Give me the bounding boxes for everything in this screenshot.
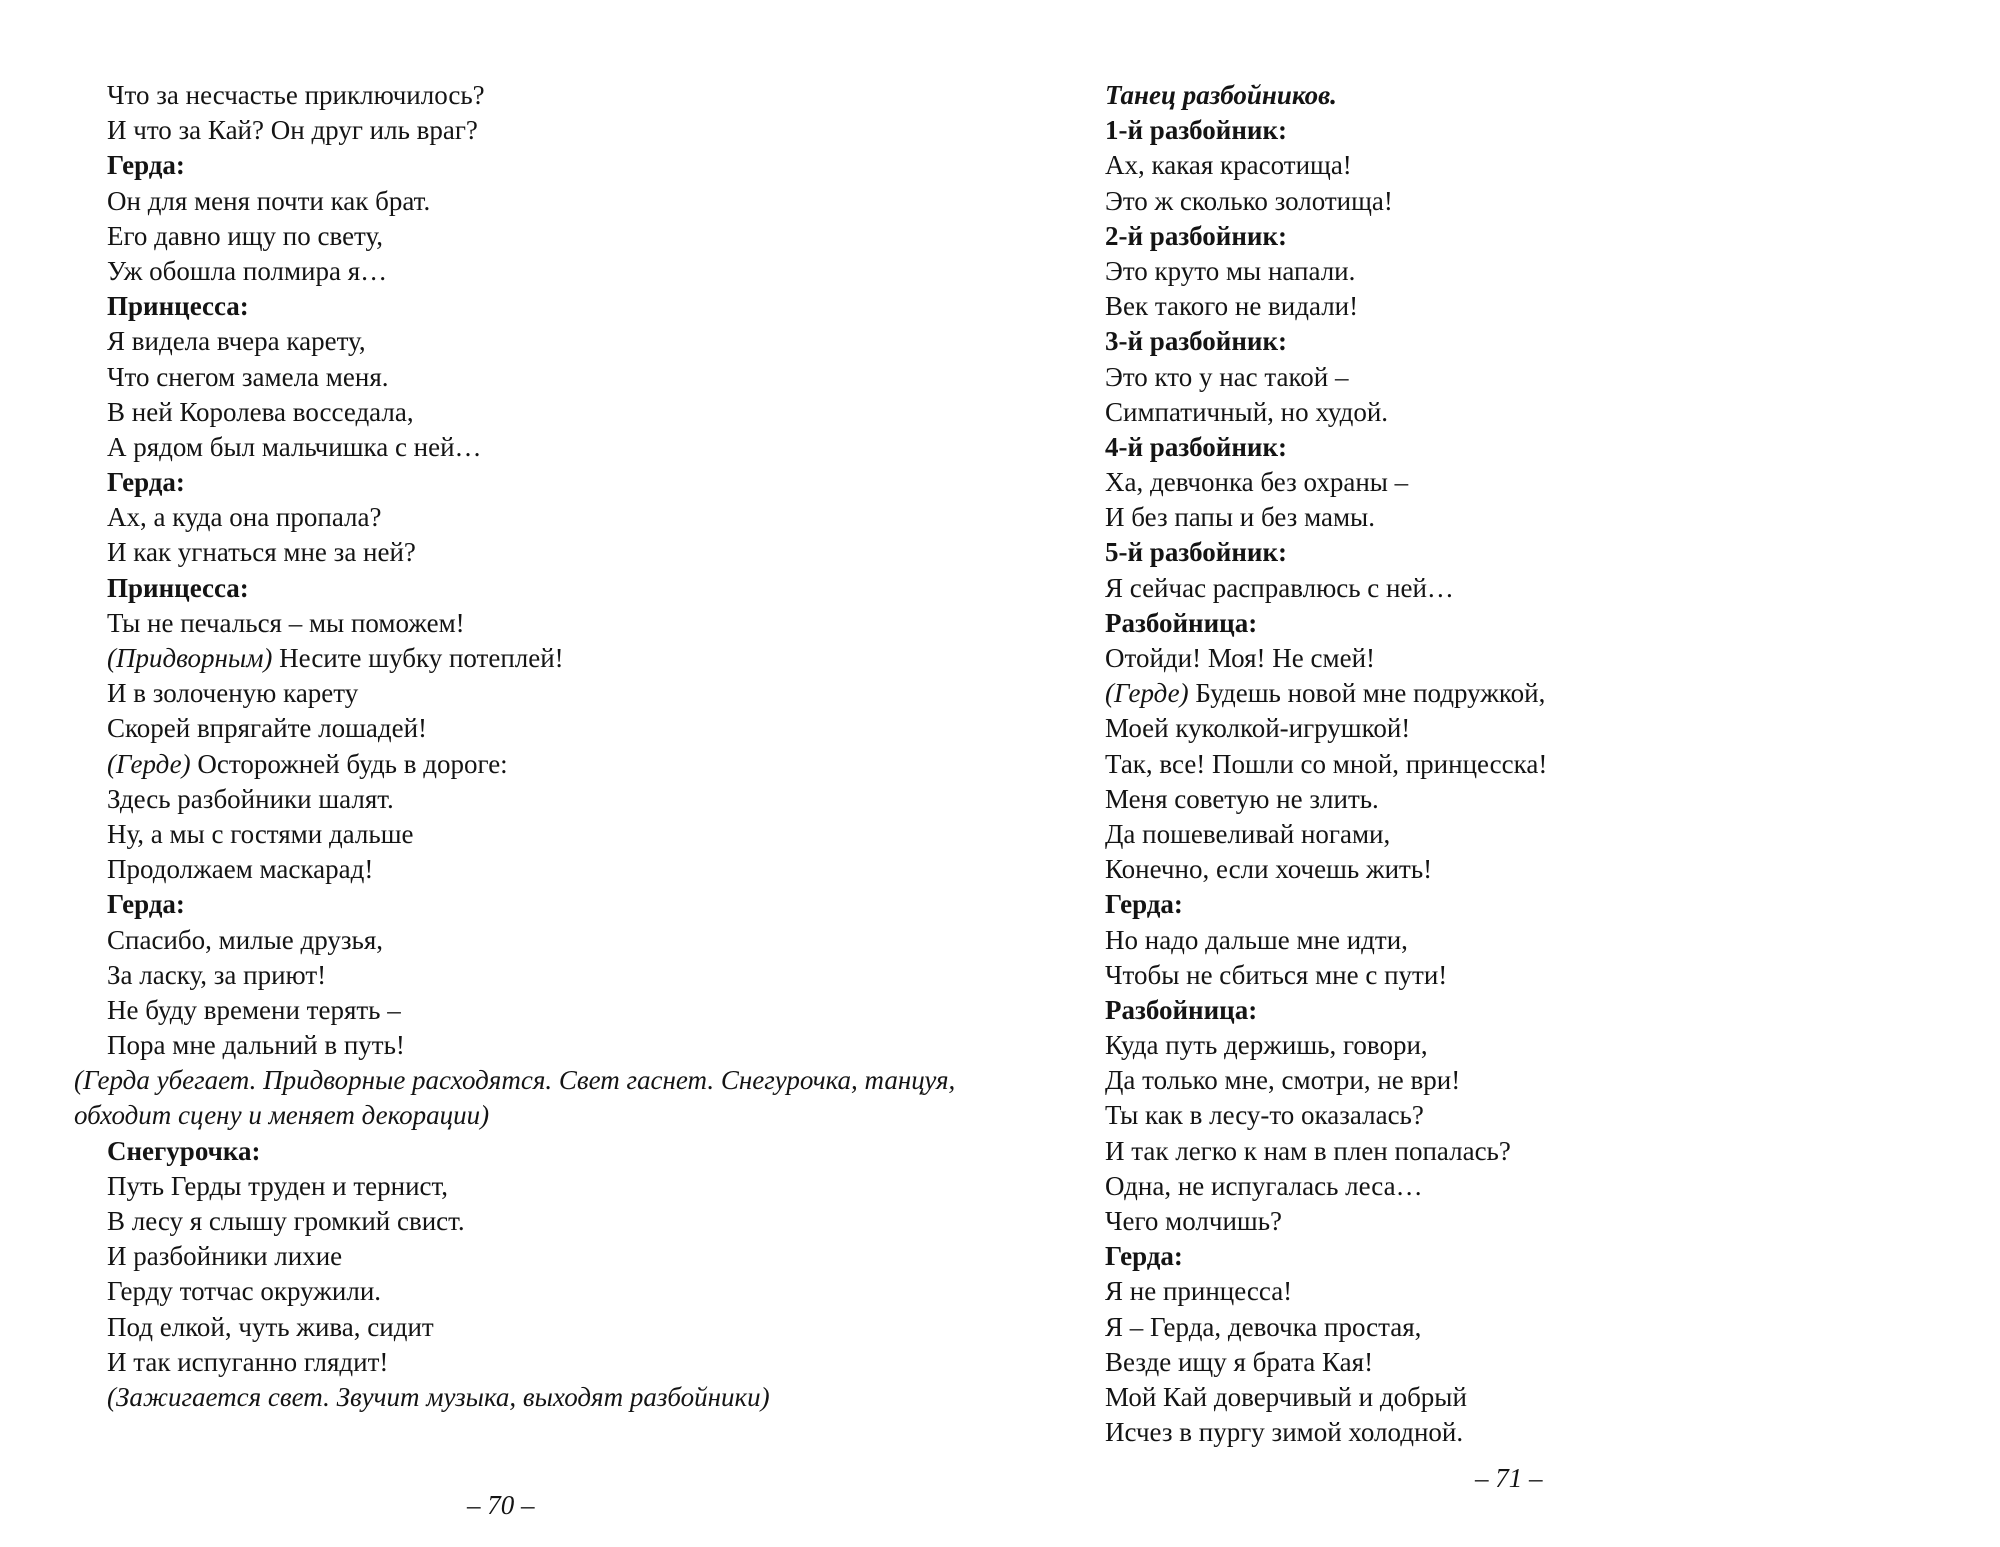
verse-line: Ты как в лесу-то оказалась? <box>1105 1100 1424 1131</box>
verse-line: Я не принцесса! <box>1105 1276 1293 1307</box>
verse-line: Ты не печалься – мы поможем! <box>107 607 465 638</box>
verse-text: Будешь новой мне подружкой, <box>1195 678 1546 709</box>
speaker-name: 4-й разбойник: <box>1105 431 1288 462</box>
verse-line: Герду тотчас окружили. <box>107 1276 382 1307</box>
verse-line: Куда путь держишь, говори, <box>1105 1030 1428 1061</box>
verse-line: Я видела вчера карету, <box>107 326 366 357</box>
verse-line: Продолжаем маскарад! <box>107 854 374 885</box>
verse-line: Пора мне дальний в путь! <box>107 1030 405 1061</box>
verse-line: Но надо дальше мне идти, <box>1105 924 1408 955</box>
stage-cue: (Герде) <box>107 748 191 779</box>
verse-line: И как угнаться мне за ней? <box>107 537 416 568</box>
verse-line: Не буду времени терять – <box>107 994 401 1025</box>
verse-line: А рядом был мальчишка с ней… <box>107 431 482 462</box>
stage-direction: (Зажигается свет. Звучит музыка, выходят разбойники) <box>107 1381 770 1412</box>
speaker-name: Герда: <box>1105 1241 1183 1272</box>
speaker-name: Принцесса: <box>107 291 249 322</box>
verse-line: Моей куколкой-игрушкой! <box>1105 713 1411 744</box>
verse-line: Это круто мы напали. <box>1105 255 1356 286</box>
verse-line: В лесу я слышу громкий свист. <box>107 1206 465 1237</box>
speaker-name: Разбойница: <box>1105 607 1258 638</box>
verse-line: В ней Королева восседала, <box>107 396 414 427</box>
verse-line: Ха, девчонка без охраны – <box>1105 467 1409 498</box>
verse-line: Что снегом замела меня. <box>107 361 389 392</box>
stage-cue: (Придворным) <box>107 643 273 673</box>
speaker-name: Герда: <box>107 467 185 498</box>
verse-line: И так легко к нам в плен попалась? <box>1105 1135 1511 1166</box>
verse-line: Мой Кай доверчивый и добрый <box>1105 1381 1467 1412</box>
speaker-name: Снегурочка: <box>107 1135 261 1166</box>
right-page-text <box>1105 78 1985 1450</box>
verse-line: Его давно ищу по свету, <box>107 220 384 251</box>
verse-line: И разбойники лихие <box>107 1241 343 1272</box>
verse-line: Ах, а куда она пропала? <box>107 502 382 533</box>
verse-text: Осторожней будь в дороге: <box>197 748 508 779</box>
verse-line: Конечно, если хочешь жить! <box>1105 854 1433 885</box>
left-page-text <box>74 78 987 1415</box>
verse-line: Так, все! Пошли со мной, принцесска! <box>1105 748 1548 779</box>
verse-line: Отойди! Моя! Не смей! <box>1105 643 1376 673</box>
verse-line: Да только мне, смотри, не ври! <box>1105 1065 1461 1096</box>
verse-line: Да пошевеливай ногами, <box>1105 818 1391 849</box>
verse-line: Я сейчас расправлюсь с ней… <box>1105 572 1454 603</box>
right-page <box>1000 0 2000 1547</box>
verse-line: За ласку, за приют! <box>107 959 327 990</box>
verse-line <box>107 747 987 782</box>
stage-cue: (Герде) <box>1105 678 1189 709</box>
verse-line: Здесь разбойники шалят. <box>107 783 394 814</box>
verse-line <box>107 641 987 676</box>
verse-line: Путь Герды труден и тернист, <box>107 1170 449 1201</box>
speaker-name: Принцесса: <box>107 572 249 603</box>
left-lines-after <box>107 1134 987 1416</box>
speaker-name: 1-й разбойник: <box>1105 115 1288 146</box>
verse-line: Чего молчишь? <box>1105 1206 1283 1236</box>
verse-line: Это ж сколько золотища! <box>1105 185 1393 216</box>
verse-line: Ну, а мы с гостями дальше <box>107 818 414 849</box>
speaker-name: Разбойница: <box>1105 994 1258 1025</box>
verse-line: Спасибо, милые друзья, <box>107 924 384 955</box>
left-lines <box>107 78 987 1063</box>
verse-line: Это кто у нас такой – <box>1105 361 1349 392</box>
verse-line: Уж обошла полмира я… <box>107 255 388 286</box>
right-lines <box>1105 113 1985 1450</box>
verse-line: Исчез в пургу зимой холодной. <box>1105 1417 1464 1448</box>
verse-line: Скорей впрягайте лошадей! <box>107 713 428 744</box>
verse-line: И так испуганно глядит! <box>107 1346 389 1377</box>
page-number-right: – 71 – <box>1475 1463 1543 1493</box>
verse-line: Ах, какая красотища! <box>1105 150 1352 181</box>
verse-line: Симпатичный, но худой. <box>1105 396 1389 427</box>
speaker-name: Герда: <box>107 150 185 181</box>
speaker-name: Герда: <box>107 889 185 920</box>
verse-line: Меня советую не злить. <box>1105 783 1379 814</box>
speaker-name: 3-й разбойник: <box>1105 326 1288 357</box>
speaker-name: 2-й разбойник: <box>1105 220 1288 251</box>
page-number-left: – 70 – <box>467 1490 535 1520</box>
verse-line <box>1105 676 1985 711</box>
speaker-name: Герда: <box>1105 889 1183 920</box>
stage-direction: (Герда убегает. Придворные расходятся. Свет гаснет. Снегурочка, танцуя, обходит сцену и меняет декорации) <box>74 1065 956 1131</box>
verse-line: Одна, не испугалась леса… <box>1105 1170 1423 1201</box>
verse-text: Несите шубку потеплей! <box>279 643 564 673</box>
verse-line: Чтобы не сбиться мне с пути! <box>1105 959 1448 990</box>
verse-line: Везде ищу я брата Кая! <box>1105 1346 1374 1377</box>
speaker-name: 5-й разбойник: <box>1105 537 1288 568</box>
verse-line: Под елкой, чуть жива, сидит <box>107 1311 434 1342</box>
section-heading: Танец разбойников. <box>1105 80 1337 110</box>
verse-line: Что за несчастье приключилось? <box>107 80 485 110</box>
verse-line: И что за Кай? Он друг иль враг? <box>107 115 478 146</box>
verse-line: Я – Герда, девочка простая, <box>1105 1311 1422 1342</box>
verse-line: И в золоченую карету <box>107 678 359 709</box>
verse-line: И без папы и без мамы. <box>1105 502 1375 533</box>
verse-line: Он для меня почти как брат. <box>107 185 431 216</box>
verse-line: Век такого не видали! <box>1105 291 1359 322</box>
